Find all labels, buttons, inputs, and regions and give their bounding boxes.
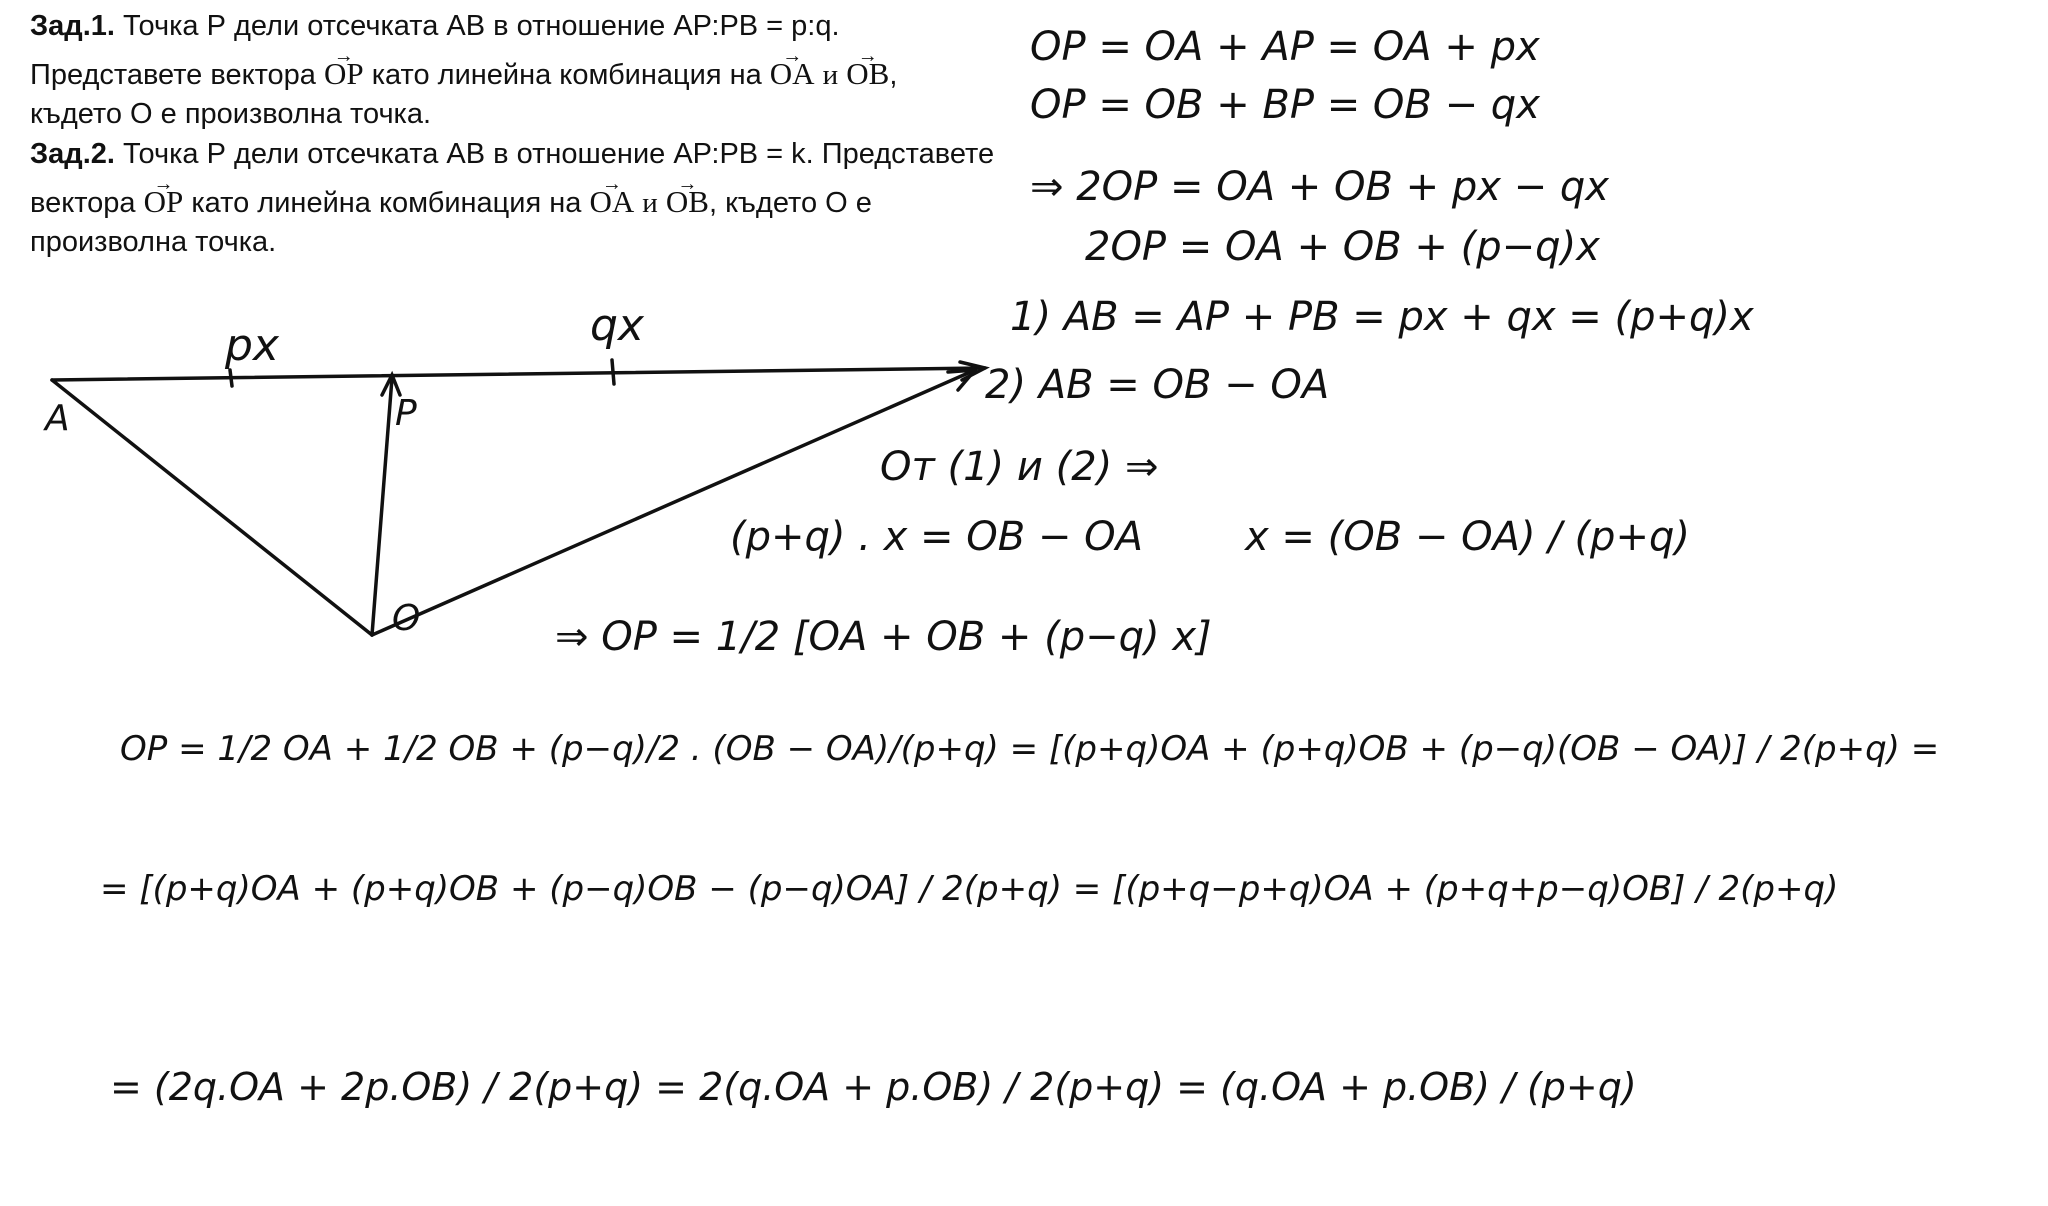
- task2-text-post: , където О е: [708, 187, 872, 219]
- eq-from-1-2: От (1) и (2) ⇒: [880, 444, 1159, 490]
- task2-label: Зад.2.: [30, 138, 115, 170]
- eq-ab-second: 2) AB = OB − OA: [985, 362, 1330, 408]
- task2-text-pre: вектора: [30, 187, 136, 219]
- eq-op-from-oa: OP = OA + AP = OA + px: [1030, 24, 1540, 70]
- diagram-labels: [43, 300, 645, 639]
- task2-text-mid: като линейна комбинация на: [191, 187, 582, 219]
- task1-text-mid: като линейна комбинация на: [371, 59, 762, 91]
- eq-ab-first: 1) AB = AP + PB = px + qx = (p+q)x: [1010, 294, 1754, 340]
- vector-diagram: [52, 360, 985, 635]
- eq-pq-x: (p+q) . x = OB − OA: [730, 514, 1143, 560]
- eq-op-from-ob: OP = OB + BP = OB − qx: [1030, 82, 1540, 128]
- eq-2op-combined: 2OP = OA + OB + (p−q)x: [1085, 224, 1600, 270]
- vector-op-line: [372, 378, 392, 635]
- task1-text-post: ,: [889, 59, 898, 91]
- tick-2: [612, 360, 614, 384]
- vector-oa-line: [52, 380, 372, 635]
- eq-x-value: x = (OB − OA) / (p+q): [1245, 514, 1690, 560]
- eq-2op-sum: ⇒ 2OP = OA + OB + px − qx: [1030, 164, 1609, 210]
- label-qx: qx: [590, 300, 644, 351]
- task1-and: и: [822, 59, 839, 91]
- vector-ob-2: → OB: [666, 182, 709, 222]
- task1-statement: Точка Р дели отсечката АВ в отношение АР:РВ = p:q.: [123, 10, 840, 42]
- task2-line3: произволна точка.: [30, 226, 277, 258]
- label-o: O: [392, 598, 421, 639]
- eq-expansion-2: = [(p+q)OA + (p+q)OB + (p−q)OB − (p−q)OA] / 2(p+q) = [(p+q−p+q)OA + (p+q+p−q)OB] / 2(p+q): [100, 869, 1839, 909]
- task2-and: и: [642, 187, 658, 219]
- eq-op-half: ⇒ OP = 1/2 [OA + OB + (p−q) x]: [555, 614, 1212, 660]
- label-p: P: [395, 393, 417, 434]
- tick-1: [230, 370, 232, 386]
- vector-op-2: → OP: [144, 182, 184, 222]
- eq-op-expanded: OP = 1/2 OA + 1/2 OB + (p−q)/2 . (OB − OA)/(p+q) = [(p+q)OA + (p+q)OB + (p−q)(OB − OA)] / 2(p+q) =: [120, 729, 1940, 769]
- vector-oa: → OA: [770, 54, 815, 94]
- vector-ob: → OB: [846, 54, 889, 94]
- task1-label: Зад.1.: [30, 10, 115, 42]
- segment-ab: [52, 368, 985, 380]
- task1-text-pre: Представете вектора: [30, 59, 316, 91]
- label-px: px: [225, 320, 279, 371]
- task1-line3: където О е произволна точка.: [30, 98, 432, 130]
- vector-ob-line: [372, 370, 975, 635]
- eq-final: = (2q.OA + 2p.OB) / 2(p+q) = 2(q.OA + p.OB) / 2(p+q) = (q.OA + p.OB) / (p+q): [110, 1065, 1637, 1109]
- vector-oa-2: → OA: [589, 182, 634, 222]
- label-a: A: [45, 398, 70, 439]
- vector-op: → OP: [324, 54, 364, 94]
- task2-statement: Точка Р дели отсечката АВ в отношение АР:РВ = k. Представете: [123, 138, 995, 170]
